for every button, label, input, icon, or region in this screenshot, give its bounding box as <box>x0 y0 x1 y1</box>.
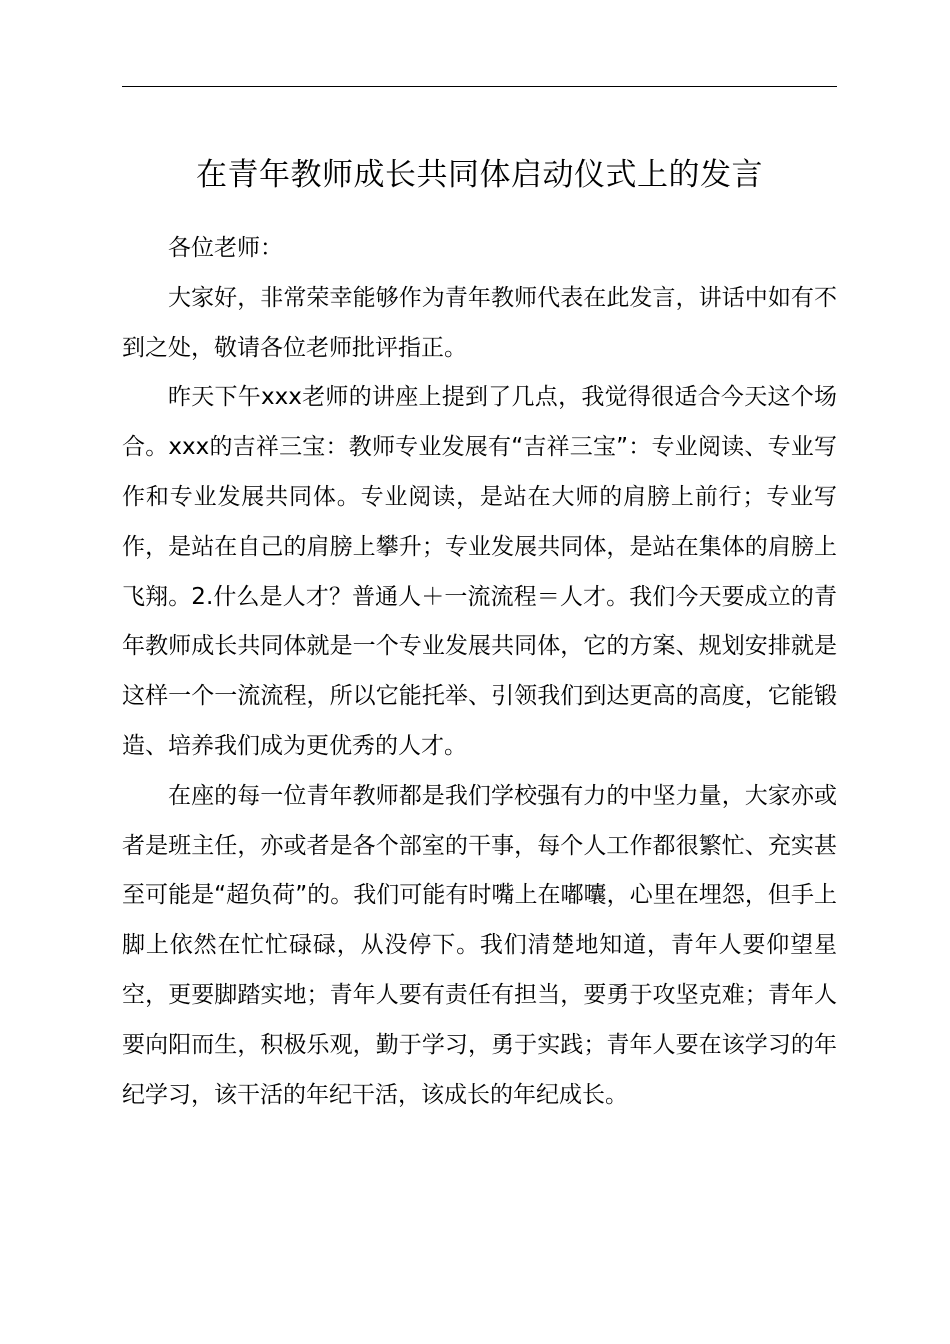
paragraph-greeting: 大家好，非常荣幸能够作为青年教师代表在此发言，讲话中如有不到之处，敬请各位老师批评指正。 <box>122 284 837 361</box>
paragraph-lecture: 昨天下午xxx老师的讲座上提到了几点，我觉得很适合今天这个场合。xxx的吉祥三宝：教师专业发展有“吉祥三宝”：专业阅读、专业写作和专业发展共同体。专业阅读，是站在大师的肩膀上前行；专业写作，是站在自己的肩膀上攀升；专业发展共同体，是站在集体的肩膀上飞翔。2.什么是人才？普通人＋一流流程＝人才。我们今天要成立的青年教师成长共同体就是一个专业发展共同体，它的方案、规划安排就是这样一个一流流程，所以它能托举、引领我们到达更高的高度，它能锻造、培养我们成为更优秀的人才。 <box>122 384 837 759</box>
document-body <box>122 224 837 1120</box>
header-rule <box>122 86 837 87</box>
document-title: 在青年教师成长共同体启动仪式上的发言 <box>196 157 763 193</box>
paragraph-young-teachers: 在座的每一位青年教师都是我们学校强有力的中坚力量，大家亦或者是班主任，亦或者是各个部室的干事，每个人工作都很繁忙、充实甚至可能是“超负荷”的。我们可能有时嘴上在嘟囔，心里在埋怨，但手上脚上依然在忙忙碌碌，从没停下。我们清楚地知道，青年人要仰望星空，更要脚踏实地；青年人要有责任有担当，要勇于攻坚克难；青年人要向阳而生，积极乐观，勤于学习，勇于实践；青年人要在该学习的年纪学习，该干活的年纪干活，该成长的年纪成长。 <box>122 782 837 1108</box>
salutation: 各位老师： <box>168 235 283 261</box>
